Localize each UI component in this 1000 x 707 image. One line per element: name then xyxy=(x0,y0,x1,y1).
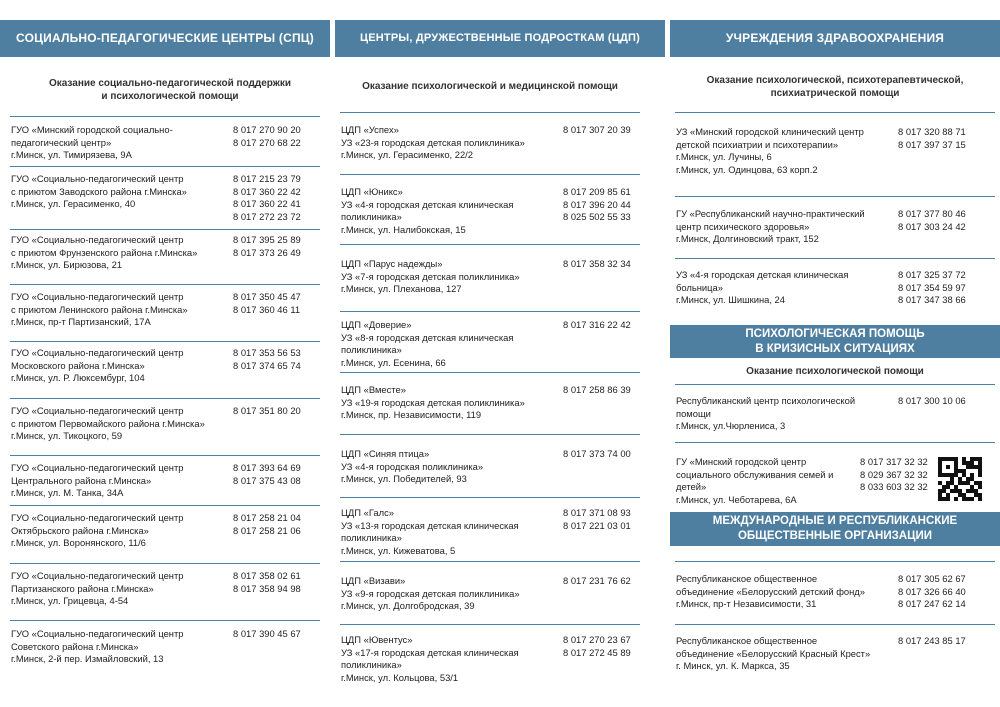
cdp-text-line: г.Минск, ул. Налибокская, 15 xyxy=(341,223,466,235)
cdp-text-line: УЗ «9-я городская детская поликлиника» xyxy=(341,587,520,599)
spc-text-line: ГУО «Социально-педагогический центр xyxy=(11,234,184,245)
orgs-text-line: объединение «Белорусский Красный Крест» xyxy=(676,647,871,659)
orgs-text-line: г.Минск, пр-т Независимости, 31 xyxy=(676,598,817,609)
spc-entry xyxy=(11,512,183,550)
header-health: УЧРЕЖДЕНИЯ ЗДРАВООХРАНЕНИЯ xyxy=(670,20,1000,57)
phone-number[interactable]: 8 017 351 80 20 xyxy=(233,405,301,416)
cdp-text-line: ЦДП «Вместе» xyxy=(341,384,406,395)
orgs-text-line: Республиканское общественное xyxy=(676,573,818,584)
cdp-text-line: ЦДП «Успех» xyxy=(341,124,399,135)
spc-text-line: ГУО «Социально-педагогический центр xyxy=(11,570,184,581)
spc-subtitle: Оказание социально-педагогической поддержки и психологической помощи xyxy=(48,78,292,102)
spc-text-line: г.Минск, ул. Воронянского, 11/6 xyxy=(11,537,146,548)
cdp-entry xyxy=(341,448,483,486)
cdp-text-line: поликлиника» xyxy=(341,532,402,543)
spc-phones xyxy=(233,124,301,149)
spc-phones xyxy=(233,512,301,537)
spc-text-line: г.Минск, 2-й пер. Измайловский, 13 xyxy=(11,653,164,664)
spc-text-line: Партизанского района г.Минска» xyxy=(11,582,154,594)
crisis-text-line: детей» xyxy=(676,481,707,492)
phone-number[interactable]: 8 017 360 22 42 xyxy=(233,185,301,197)
cdp-text-line: ЦДП «Доверие» xyxy=(341,319,412,330)
spc-text-line: Московского района г.Минска» xyxy=(11,359,145,371)
phone-number[interactable]: 8 017 316 22 42 xyxy=(563,319,631,330)
cdp-text-line: УЗ «19-я городская детская поликлиника» xyxy=(341,396,525,408)
phone-number[interactable]: 8 017 300 10 06 xyxy=(898,395,966,406)
divider xyxy=(675,442,995,443)
phone-number[interactable]: 8 029 367 32 32 xyxy=(860,468,928,480)
spc-text-line: г.Минск, ул. Тимирязева, 9А xyxy=(11,149,132,160)
cdp-text-line: г.Минск, ул. Победителей, 93 xyxy=(341,473,467,484)
cdp-phones xyxy=(563,634,631,659)
qr-code-icon xyxy=(938,457,982,501)
cdp-text-line: УЗ «23-я городская детская поликлиника» xyxy=(341,136,525,148)
cdp-text-line: г.Минск, ул. Есенина, 66 xyxy=(341,356,446,368)
spc-entry xyxy=(11,405,205,443)
phone-number[interactable]: 8 017 397 37 15 xyxy=(898,138,966,150)
health-phones xyxy=(898,269,966,307)
spc-text-line: г.Минск, ул. Бирюзова, 21 xyxy=(11,259,123,270)
spc-text-line: с приютом Фрунзенского района г.Минска» xyxy=(11,246,198,258)
cdp-text-line: УЗ «4-я городская детская клиническая xyxy=(341,198,514,210)
divider xyxy=(340,372,640,373)
cdp-text-line: ЦДП «Парус надежды» xyxy=(341,258,443,269)
spc-text-line: педагогический центр» xyxy=(11,136,112,148)
divider xyxy=(10,229,320,230)
health-text-line: центр психического здоровья» xyxy=(676,220,810,232)
phone-number[interactable]: 8 017 396 20 44 xyxy=(563,198,631,210)
spc-text-line: с приютом Заводского района г.Минска» xyxy=(11,185,187,197)
cdp-phones xyxy=(563,124,631,137)
spc-phones xyxy=(233,291,301,316)
divider xyxy=(10,341,320,342)
health-phones xyxy=(898,126,966,151)
phone-number[interactable]: 8 017 221 03 01 xyxy=(563,519,631,531)
cdp-text-line: ЦДП «Визави» xyxy=(341,575,406,586)
orgs-text-line: объединение «Белорусский детский фонд» xyxy=(676,585,865,597)
header-spc: СОЦИАЛЬНО-ПЕДАГОГИЧЕСКИЕ ЦЕНТРЫ (СПЦ) xyxy=(0,20,330,57)
cdp-text-line: УЗ «8-я городская детская клиническая xyxy=(341,331,514,343)
spc-entry xyxy=(11,124,173,162)
spc-text-line: Октябрьского района г.Минска» xyxy=(11,524,149,536)
phone-number[interactable]: 8 017 358 32 34 xyxy=(563,258,631,269)
phone-number[interactable]: 8 017 393 64 69 xyxy=(233,462,301,473)
cdp-entry xyxy=(341,258,520,296)
orgs-text-line: Республиканское общественное xyxy=(676,635,818,646)
health-entry xyxy=(676,126,864,176)
spc-text-line: ГУО «Социально-педагогический центр xyxy=(11,512,184,523)
cdp-entry xyxy=(341,124,525,162)
phone-number[interactable]: 8 017 360 46 11 xyxy=(233,303,301,315)
phone-number[interactable]: 8 017 215 23 79 xyxy=(233,173,301,184)
divider xyxy=(10,620,320,621)
cdp-entry xyxy=(341,186,513,236)
cdp-text-line: г.Минск, ул. Долгобродская, 39 xyxy=(341,600,475,611)
divider xyxy=(675,112,995,113)
phone-number[interactable]: 8 017 272 23 72 xyxy=(233,210,301,222)
health-text-line: г.Минск, ул. Шишкина, 24 xyxy=(676,294,785,305)
spc-entry xyxy=(11,462,183,500)
spc-phones xyxy=(233,234,301,259)
divider xyxy=(340,244,640,245)
phone-number[interactable]: 8 017 307 20 39 xyxy=(563,124,631,135)
spc-phones xyxy=(233,405,301,418)
spc-text-line: ГУО «Социально-педагогический центр xyxy=(11,462,184,473)
cdp-text-line: ЦДП «Ювентус» xyxy=(341,634,413,645)
spc-text-line: с приютом Ленинского района г.Минска» xyxy=(11,303,188,315)
divider xyxy=(10,455,320,456)
phone-number[interactable]: 8 017 303 24 42 xyxy=(898,220,966,232)
cdp-phones xyxy=(563,575,631,588)
divider xyxy=(675,258,995,259)
spc-entry xyxy=(11,570,183,608)
cdp-text-line: ЦДП «Синяя птица» xyxy=(341,448,430,459)
cdp-phones xyxy=(563,507,631,532)
spc-text-line: ГУО «Социально-педагогический центр xyxy=(11,291,184,302)
orgs-text-line: г. Минск, ул. К. Маркса, 35 xyxy=(676,660,790,671)
spc-text-line: г.Минск, ул. Грицевца, 4-54 xyxy=(11,595,129,606)
cdp-phones xyxy=(563,384,631,397)
phone-number[interactable]: 8 017 320 88 71 xyxy=(898,126,966,137)
spc-text-line: Центрального района г.Минска» xyxy=(11,474,152,486)
cdp-text-line: ЦДП «Юникс» xyxy=(341,186,403,197)
cdp-text-line: г.Минск, ул. Кольцова, 53/1 xyxy=(341,671,459,683)
cdp-text-line: поликлиника» xyxy=(341,344,402,355)
health-text-line: детской психиатрии и психотерапии» xyxy=(676,138,839,150)
cdp-phones xyxy=(563,258,631,271)
phone-number[interactable]: 8 017 258 21 04 xyxy=(233,512,301,523)
cdp-text-line: г.Минск, ул. Плеханова, 127 xyxy=(341,283,462,294)
crisis-text-line: г.Минск, ул.Чюрлениса, 3 xyxy=(676,420,786,431)
cdp-phones xyxy=(563,448,631,461)
phone-number[interactable]: 8 017 326 66 40 xyxy=(898,585,966,597)
phone-number[interactable]: 8 017 371 08 93 xyxy=(563,507,631,518)
cdp-text-line: г.Минск, ул. Кижеватова, 5 xyxy=(341,544,456,556)
crisis-phones xyxy=(898,395,966,408)
cdp-phones xyxy=(563,186,631,224)
phone-number[interactable]: 8 017 258 21 06 xyxy=(233,524,301,536)
orgs-phones xyxy=(898,635,966,648)
spc-text-line: Советского района г.Минска» xyxy=(11,640,139,652)
divider xyxy=(340,624,640,625)
cdp-entry xyxy=(341,634,519,684)
crisis-entry xyxy=(676,395,855,433)
cdp-entry xyxy=(341,507,519,557)
divider xyxy=(10,505,320,506)
divider xyxy=(675,384,995,385)
divider xyxy=(10,116,320,117)
phone-number[interactable]: 8 017 270 68 22 xyxy=(233,136,301,148)
health-text-line: г.Минск, Долгиновский тракт, 152 xyxy=(676,233,819,244)
phone-number[interactable]: 8 017 317 32 32 xyxy=(860,456,928,467)
phone-number[interactable]: 8 033 603 32 32 xyxy=(860,481,928,492)
spc-text-line: ГУО «Социально-педагогический центр xyxy=(11,628,184,639)
divider xyxy=(10,563,320,564)
spc-phones xyxy=(233,462,301,487)
crisis-phones xyxy=(860,456,928,494)
phone-number[interactable]: 8 017 350 45 47 xyxy=(233,291,301,302)
header-cdp: ЦЕНТРЫ, ДРУЖЕСТВЕННЫЕ ПОДРОСТКАМ (ЦДП) xyxy=(335,20,665,57)
spc-text-line: ГУО «Социально-педагогический центр xyxy=(11,173,184,184)
cdp-text-line: УЗ «4-я городская поликлиника» xyxy=(341,460,484,472)
phone-number[interactable]: 8 017 305 62 67 xyxy=(898,573,966,584)
spc-text-line: ГУО «Социально-педагогический центр xyxy=(11,405,184,416)
cdp-text-line: УЗ «17-я городская детская клиническая xyxy=(341,646,519,658)
divider xyxy=(10,166,320,167)
spc-text-line: г.Минск, ул. М. Танка, 34А xyxy=(11,487,124,498)
health-text-line: больница» xyxy=(676,281,723,293)
phone-number[interactable]: 8 017 209 85 61 xyxy=(563,186,631,197)
cdp-text-line: поликлиника» xyxy=(341,211,402,222)
phone-number[interactable]: 8 017 258 86 39 xyxy=(563,384,631,395)
divider xyxy=(340,434,640,435)
phone-number[interactable]: 8 017 325 37 72 xyxy=(898,269,966,280)
divider xyxy=(340,311,640,312)
health-text-line: г.Минск, ул. Одинцова, 63 корп.2 xyxy=(676,163,818,175)
orgs-entry xyxy=(676,573,865,611)
spc-entry xyxy=(11,347,183,385)
phone-number[interactable]: 8 017 373 26 49 xyxy=(233,246,301,258)
spc-text-line: г.Минск, пр-т Партизанский, 17А xyxy=(11,316,151,327)
crisis-header: ПСИХОЛОГИЧЕСКАЯ ПОМОЩЬ В КРИЗИСНЫХ СИТУАЦИЯХ xyxy=(670,325,1000,358)
health-text-line: УЗ «4-я городская детская клиническая xyxy=(676,269,849,280)
spc-entry xyxy=(11,173,187,211)
spc-text-line: ГУО «Минский городской социально- xyxy=(11,124,173,135)
crisis-text-line: г.Минск, ул. Чеботарева, 6А xyxy=(676,493,797,505)
divider xyxy=(340,112,640,113)
health-text-line: УЗ «Минский городской клинический центр xyxy=(676,126,864,137)
divider xyxy=(675,561,995,562)
phone-number[interactable]: 8 017 373 74 00 xyxy=(563,448,631,459)
health-entry xyxy=(676,269,848,307)
spc-text-line: г.Минск, ул. Герасименко, 40 xyxy=(11,198,136,209)
cdp-entry xyxy=(341,319,513,369)
spc-text-line: с приютом Первомайского района г.Минска» xyxy=(11,417,205,429)
phone-number[interactable]: 8 017 358 94 98 xyxy=(233,582,301,594)
spc-entry xyxy=(11,628,183,666)
cdp-text-line: г.Минск, пр. Независимости, 119 xyxy=(341,409,482,420)
phone-number[interactable]: 8 017 358 02 61 xyxy=(233,570,301,581)
phone-number[interactable]: 8 017 243 85 17 xyxy=(898,635,966,646)
divider xyxy=(10,284,320,285)
phone-number[interactable]: 8 017 272 45 89 xyxy=(563,646,631,658)
divider xyxy=(340,561,640,562)
phone-number[interactable]: 8 017 270 23 67 xyxy=(563,634,631,645)
phone-number[interactable]: 8 017 377 80 46 xyxy=(898,208,966,219)
cdp-text-line: г.Минск, ул. Герасименко, 22/2 xyxy=(341,149,473,160)
spc-text-line: г.Минск, ул. Тикоцкого, 59 xyxy=(11,430,123,441)
cdp-text-line: поликлиника» xyxy=(341,659,402,670)
health-entry xyxy=(676,208,865,246)
spc-entry xyxy=(11,234,197,272)
cdp-subtitle: Оказание психологической и медицинской помощи xyxy=(362,81,618,92)
cdp-text-line: УЗ «7-я городская детская поликлиника» xyxy=(341,270,520,282)
crisis-text-line: социального обслуживания семей и xyxy=(676,468,834,480)
divider xyxy=(340,174,640,175)
divider xyxy=(675,196,995,197)
phone-number[interactable]: 8 017 395 25 89 xyxy=(233,234,301,245)
cdp-text-line: УЗ «13-я городская детская клиническая xyxy=(341,519,519,531)
crisis-text-line: ГУ «Минский городской центр xyxy=(676,456,807,467)
crisis-subtitle: Оказание психологической помощи xyxy=(746,366,924,377)
phone-number[interactable]: 8 017 231 76 62 xyxy=(563,575,631,586)
cdp-entry xyxy=(341,575,520,613)
spc-phones xyxy=(233,347,301,372)
cdp-text-line: ЦДП «Галс» xyxy=(341,507,394,518)
orgs-header: МЕЖДУНАРОДНЫЕ И РЕСПУБЛИКАНСКИЕ ОБЩЕСТВЕННЫЕ ОРГАНИЗАЦИИ xyxy=(670,512,1000,546)
phone-number[interactable]: 8 025 502 55 33 xyxy=(563,211,631,222)
crisis-text-line: помощи xyxy=(676,407,711,419)
phone-number[interactable]: 8 017 347 38 66 xyxy=(898,294,966,305)
phone-number[interactable]: 8 017 353 56 53 xyxy=(233,347,301,358)
orgs-entry xyxy=(676,635,870,673)
orgs-phones xyxy=(898,573,966,611)
spc-phones xyxy=(233,628,301,641)
phone-number[interactable]: 8 017 354 59 97 xyxy=(898,281,966,293)
health-phones xyxy=(898,208,966,233)
spc-entry xyxy=(11,291,188,329)
divider xyxy=(675,624,995,625)
phone-number[interactable]: 8 017 374 65 74 xyxy=(233,359,301,371)
cdp-entry xyxy=(341,384,525,422)
spc-text-line: г.Минск, ул. Р. Люксембург, 104 xyxy=(11,372,145,383)
spc-text-line: ГУО «Социально-педагогический центр xyxy=(11,347,184,358)
spc-phones xyxy=(233,570,301,595)
crisis-text-line: Республиканский центр психологической xyxy=(676,395,856,406)
phone-number[interactable]: 8 017 390 45 67 xyxy=(233,628,301,639)
spc-phones xyxy=(233,173,301,223)
divider xyxy=(10,398,320,399)
divider xyxy=(340,497,640,498)
health-subtitle: Оказание психологической, психотерапевтической, психиатрической помощи xyxy=(706,75,964,99)
cdp-phones xyxy=(563,319,631,332)
phone-number[interactable]: 8 017 270 90 20 xyxy=(233,124,301,135)
health-text-line: г.Минск, ул. Лучины, 6 xyxy=(676,151,772,162)
phone-number[interactable]: 8 017 360 22 41 xyxy=(233,198,301,209)
health-text-line: ГУ «Республиканский научно-практический xyxy=(676,208,865,219)
phone-number[interactable]: 8 017 375 43 08 xyxy=(233,474,301,486)
phone-number[interactable]: 8 017 247 62 14 xyxy=(898,598,966,609)
crisis-entry xyxy=(676,456,833,506)
